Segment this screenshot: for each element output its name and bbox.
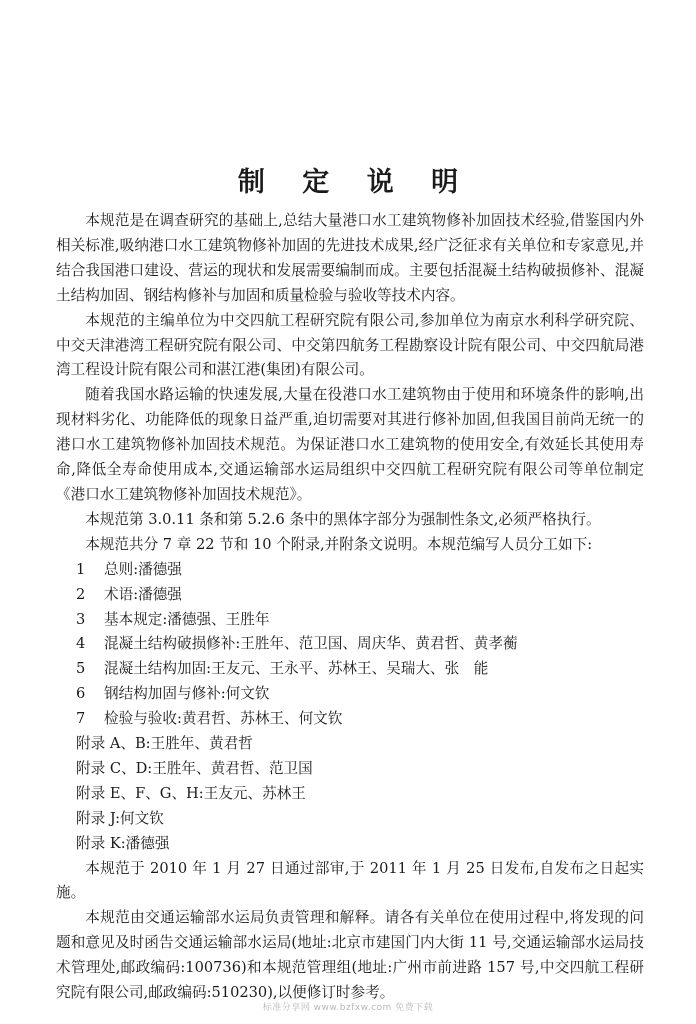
- appendix-item: [56, 782, 644, 807]
- paragraph: 本规范共分 7 章 22 节和 10 个附录,并附条文说明。本规范编写人员分工如下:: [85, 535, 593, 553]
- list-item-text: 附录 E、F、G、H:王友元、苏林王: [76, 784, 306, 802]
- page-title: 制 定 说 明: [237, 167, 473, 198]
- list-item: [56, 632, 644, 657]
- list-item-number: 7: [76, 710, 86, 728]
- list-item-number: 3: [76, 610, 86, 628]
- list-item: [56, 657, 644, 682]
- list-item-number: 1: [76, 560, 86, 578]
- list-item-text: 检验与验收:黄君哲、苏林王、何文钦: [104, 710, 343, 728]
- appendix-item: [56, 757, 644, 782]
- list-item-text: 术语:潘德强: [104, 585, 182, 603]
- paragraph: 本规范于 2010 年 1 月 27 日通过部审,于 2011 年 1 月 25 日发布,自发布之日起实施。: [56, 859, 644, 902]
- list-item-text: 钢结构加固与修补:何文钦: [104, 685, 270, 703]
- list-item-number: 4: [76, 635, 86, 653]
- paragraph: 本规范由交通运输部水运局负责管理和解释。请各有关单位在使用过程中,将发现的问题和意见及时函告交通运输部水运局(地址:北京市建国门内大街 11 号,交通运输部水运局技术管理处,邮政编码:100736)和本规范管理组(地址:广州市前进路 157 号,中交四航工程研究院有限公司,邮政编码:510230),以便修订时参考。: [56, 909, 644, 1002]
- paragraph: 随着我国水路运输的快速发展,大量在役港口水工建筑物由于使用和环境条件的影响,出现材料劣化、功能降低的现象日益严重,迫切需要对其进行修补加固,但我国目前尚无统一的港口水工建筑物修补加固技术规范。为保证港口水工建筑物的使用安全,有效延长其使用寿命,降低全寿命使用成本,交通运输部水运局组织中交四航工程研究院有限公司等单位制定《港口水工建筑物修补加固技术规范》。: [56, 386, 644, 503]
- list-item-text: 混凝土结构加固:王友元、王永平、苏林王、吴瑞大、张 能: [104, 660, 489, 678]
- list-item-text: 附录 J:何文钦: [76, 809, 164, 827]
- paragraph: 本规范的主编单位为中交四航工程研究院有限公司,参加单位为南京水利科学研究院、中交天津港湾工程研究院有限公司、中交第四航务工程勘察设计院有限公司、中交四航局港湾工程设计院有限公司和湛江港(集团)有限公司。: [56, 311, 644, 379]
- list-item-number: 6: [76, 685, 86, 703]
- list-item: [56, 682, 644, 707]
- paragraph: 本规范是在调查研究的基础上,总结大量港口水工建筑物修补加固技术经验,借鉴国内外相关标准,吸纳港口水工建筑物修补加固的先进技术成果,经广泛征求有关单位和专家意见,并结合我国港口建设、营运的现状和发展需要编制而成。主要包括混凝土结构破损修补、混凝土结构加固、钢结构修补与加固和质量检验与验收等技术内容。: [56, 212, 644, 304]
- author-list: [56, 558, 644, 857]
- list-item-number: 2: [76, 585, 86, 603]
- appendix-item: [56, 807, 644, 832]
- appendix-item: [56, 832, 644, 857]
- list-item-text: 附录 C、D:王胜年、黄君哲、范卫国: [76, 759, 313, 777]
- list-item: [56, 707, 644, 732]
- watermark-text: 标准分享网 www.bzfxw.com 免费下载: [262, 1003, 434, 1013]
- list-item-text: 基本规定:潘德强、王胜年: [104, 610, 270, 628]
- list-item-number: 5: [76, 660, 86, 678]
- list-item-text: 总则:潘德强: [104, 560, 182, 578]
- list-item-text: 混凝土结构破损修补:王胜年、范卫国、周庆华、黄君哲、黄孝蘅: [104, 635, 518, 653]
- list-item: [56, 608, 644, 633]
- paragraph: 本规范第 3.0.11 条和第 5.2.6 条中的黑体字部分为强制性条文,必须严格执行。: [85, 510, 601, 528]
- list-item: [56, 583, 644, 608]
- list-item-text: 附录 A、B:王胜年、黄君哲: [76, 735, 253, 753]
- document-body: [56, 209, 644, 1006]
- list-item: [56, 558, 644, 583]
- appendix-item: [56, 732, 644, 757]
- list-item-text: 附录 K:潘德强: [76, 834, 170, 852]
